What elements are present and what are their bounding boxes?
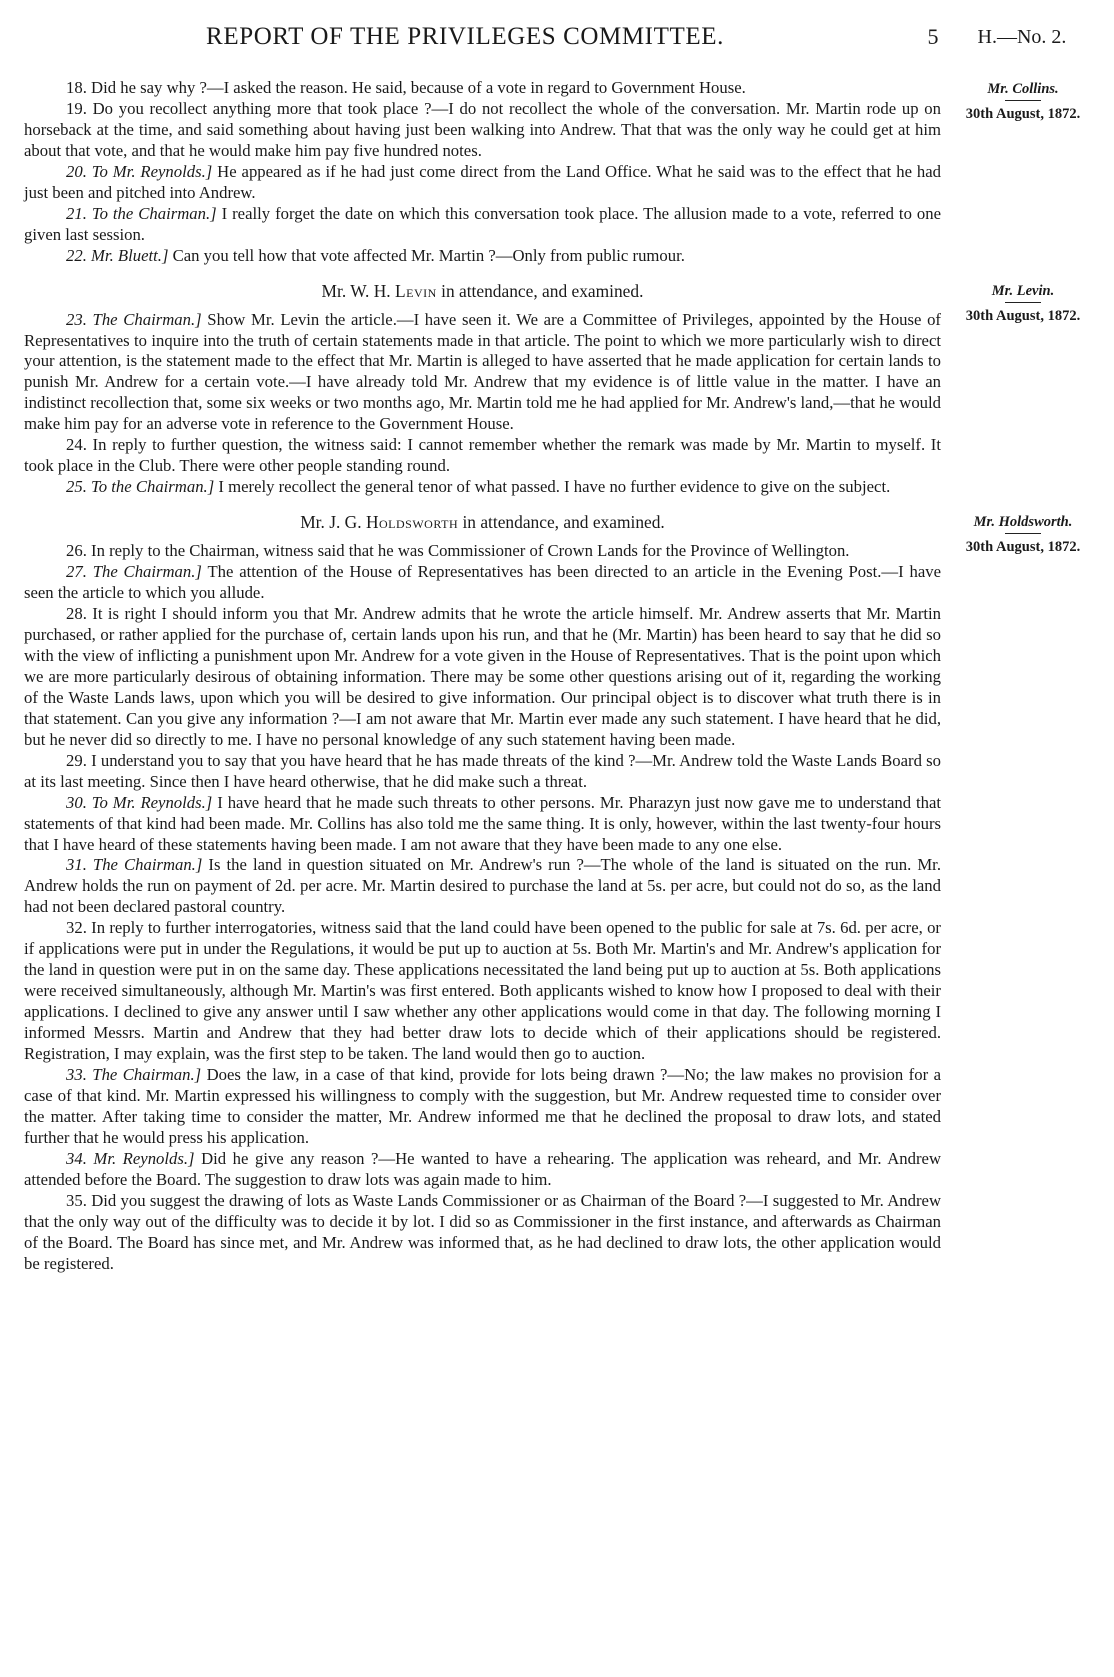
heading-suffix: in attendance, and examined.: [436, 280, 644, 301]
paragraph-text: Show Mr. Levin the article.—I have seen it. We are a Committee of Privileges, appointed by the House of Representatives to inquire into the truth of certain statements made in that article. The point to which we more particularly wish to direct your attention, is the statement made to the effect that Mr. Martin is alleged to have asserted that he made application for certain lands to punish Mr. Andrew for a certain vote.—I have already told Mr. Andrew that my evidence is of little value in the matter. I have an indistinct recollection that, some six weeks or two months ago, Mr. Martin told me he had applied for Mr. Andrew's land,—that he would make him pay for an adverse vote in reference to the Government House.: [24, 309, 941, 434]
paragraph-text: 32. In reply to further interrogatories, witness said that the land could have been opened to the public for sale at 7s. 6d. per acre, or if applications were put in under the Regulations, it would be put up to auction at 5s. Both Mr. Martin's and Mr. Andrew's application for the land in question were put in on the same day. These applications necessitated the land being put up to auction at 5s. Both applications were received simultaneously, although Mr. Martin's was first entered. Both applicants wished to know how I proposed to deal with their applications. I declined to give any answer until I saw whether any other applications would come in that day. The following morning I informed Messrs. Martin and Andrew that they had better draw lots to decide which of their applications should be registered. Registration, I may explain, was the first step to be taken. The land would then go to auction.: [24, 918, 941, 1064]
paragraph-lead: 34. Mr. Reynolds.]: [66, 1148, 195, 1168]
heading-suffix: in attendance, and examined.: [458, 512, 665, 533]
paragraph-lead: 25. To the Chairman.]: [66, 477, 215, 497]
evidence-paragraph: [24, 541, 941, 562]
paragraph-lead: 20. To Mr. Reynolds.]: [66, 161, 213, 181]
paragraph-text: Did he give any reason ?—He wanted to have a rehearing. The application was reheard, and Mr. Andrew attended before the Board. The suggestion to draw lots was again made to him.: [24, 1148, 941, 1189]
evidence-paragraph: [24, 310, 941, 436]
heading-prefix: Mr. W. H.: [321, 280, 395, 301]
paragraph-text: I really forget the date on which this conversation took place. The allusion made to a vote, referred to one given last session.: [24, 203, 941, 244]
evidence-paragraph: [24, 918, 941, 1065]
sidenote-divider: [1005, 302, 1041, 303]
evidence-paragraph: [24, 78, 941, 99]
paragraph-text: Does the law, in a case of that kind, provide for lots being drawn ?—No; the law makes no provision for a case of that kind. Mr. Martin expressed his willingness to comply with the suggestion, but Mr. Andrew requested time to consider over the matter. After taking time to consider the matter, Mr. Andrew informed me that he declined the proposal to draw lots, and stated further that he would press his application.: [24, 1064, 941, 1147]
document-reference: H.—No. 2.: [977, 26, 1067, 48]
paragraph-lead: 33. The Chairman.]: [66, 1064, 202, 1084]
paragraph-text: 24. In reply to further question, the witness said: I cannot remember whether the remark was made by Mr. Martin to myself. It took place in the Club. There were other people standing round.: [24, 435, 941, 476]
sidenote-levin: [948, 282, 1098, 325]
evidence-section-collins: [24, 78, 941, 267]
evidence-paragraph: [24, 1191, 941, 1275]
paragraph-text: The attention of the House of Representatives has been directed to an article in the Evening Post.—I have seen the article to which you allude.: [24, 562, 942, 603]
paragraph-text: Is the land in question situated on Mr. Andrew's run ?—The whole of the land is situated on the run. Mr. Andrew holds the run on payment of 2d. per acre. Mr. Martin desired to purchase the land at 5s. per acre, but could not do so, as the land had not been declared pastoral country.: [24, 855, 941, 917]
sidenote-name: Mr. Levin.: [991, 282, 1055, 299]
paragraph-text: He appeared as if he had just come direct from the Land Office. What he said was to the effect that he had just been and pitched into Andrew.: [24, 161, 941, 202]
paragraph-text: 35. Did you suggest the drawing of lots as Waste Lands Commissioner or as Chairman of the Board ?—I suggested to Mr. Andrew that the only way out of the difficulty was to decide it by lot. I did so as Commissioner in the first instance, and afterwards as Chairman of the Board. The Board has since met, and Mr. Andrew was informed that, as he had declined to draw lots, the other application would be registered.: [24, 1190, 941, 1273]
paragraph-lead: 22. Mr. Bluett.]: [66, 245, 169, 265]
paragraph-lead: 31. The Chairman.]: [66, 855, 203, 875]
evidence-paragraph: [24, 162, 941, 204]
paragraph-text: 28. It is right I should inform you that Mr. Andrew admits that he wrote the article himself. Mr. Andrew asserts that Mr. Martin purchased, or rather applied for the purchase of, certain lands upon his run, and that he (Mr. Martin) has been heard to say that he did so with the view of inflicting a punishment upon Mr. Andrew for a vote given in the House of Representatives. That is the point upon which we are more particularly desirous of obtaining information. There may be some other questions arising out of it, regarding the working of the Waste Lands laws, upon which you will be desired to give information. Our principal object is to discover what truth there is in that statement. Can you give any information ?—I am not aware that Mr. Martin ever made any such statement. I have heard that he did, but he never did so directly to me. I have no personal knowledge of any such statement having been made.: [24, 604, 941, 749]
paragraph-text: 26. In reply to the Chairman, witness said that he was Commissioner of Crown Lands for the Province of Wellington.: [66, 541, 850, 561]
paragraph-text: I have heard that he made such threats to other persons. Mr. Pharazyn just now gave me to understand that statements of that kind had been made. Mr. Collins has also told me the same thing. It is only, however, within the last twenty-four hours that I have heard of these statements having been made. I am not aware that they have been made to any one else.: [24, 792, 941, 854]
evidence-paragraph: [24, 793, 941, 856]
evidence-paragraph: [24, 855, 941, 918]
heading-name: Holdsworth: [365, 512, 459, 533]
evidence-paragraph: [24, 477, 941, 498]
paragraph-text: 29. I understand you to say that you have heard that he has made threats of the kind ?—Mr. Andrew told the Waste Lands Board so at its last meeting. Since then I have heard otherwise, that he did make such a threat.: [24, 750, 941, 791]
witness-heading-levin: [24, 281, 941, 301]
paragraph-lead: 30. To Mr. Reynolds.]: [66, 792, 213, 812]
paragraph-text: 18. Did he say why ?—I asked the reason. He said, because of a vote in regard to Government House.: [66, 78, 746, 97]
sidenote-date: 30th August, 1872.: [965, 539, 1081, 556]
document-body: [24, 78, 941, 1275]
evidence-paragraph: [24, 1065, 941, 1149]
sidenote-name: Mr. Collins.: [987, 81, 1059, 97]
evidence-paragraph: [24, 604, 941, 751]
sidenote-divider: [1005, 533, 1041, 534]
page-number: 5: [927, 24, 939, 49]
heading-name: Levin: [395, 280, 437, 301]
evidence-section-levin: [24, 310, 941, 499]
evidence-paragraph: [24, 751, 941, 793]
witness-heading-holdsworth: [24, 512, 941, 532]
sidenote-collins: [948, 80, 1098, 123]
paragraph-text: 19. Do you recollect anything more that took place ?—I do not recollect the whole of the conversation. Mr. Martin rode up on horseback at the time, and said something about having just been walking into Andrew. That that was the only way he could get at him about that vote, and that he would make him pay five hundred notes.: [24, 98, 941, 160]
paragraph-lead: 27. The Chairman.]: [66, 562, 202, 582]
evidence-paragraph: [24, 246, 941, 267]
paragraph-lead: 21. To the Chairman.]: [66, 203, 217, 223]
sidenote-name: Mr. Holdsworth.: [973, 514, 1073, 531]
sidenote-holdsworth: [948, 513, 1098, 556]
evidence-paragraph: [24, 435, 941, 477]
paragraph-text: Can you tell how that vote affected Mr. Martin ?—Only from public rumour.: [168, 245, 685, 265]
paragraph-text: I merely recollect the general tenor of what passed. I have no further evidence to give on the subject.: [214, 477, 891, 497]
evidence-paragraph: [24, 1149, 941, 1191]
sidenote-divider: [1005, 100, 1041, 101]
sidenote-date: 30th August, 1872.: [965, 307, 1081, 324]
evidence-paragraph: [24, 99, 941, 162]
heading-prefix: Mr. J. G.: [300, 512, 366, 533]
evidence-section-holdsworth: [24, 541, 941, 1274]
evidence-paragraph: [24, 204, 941, 246]
sidenote-date: 30th August, 1872.: [965, 106, 1081, 122]
evidence-paragraph: [24, 562, 941, 604]
paragraph-lead: 23. The Chairman.]: [66, 309, 202, 329]
page-title: REPORT OF THE PRIVILEGES COMMITTEE.: [206, 23, 724, 50]
